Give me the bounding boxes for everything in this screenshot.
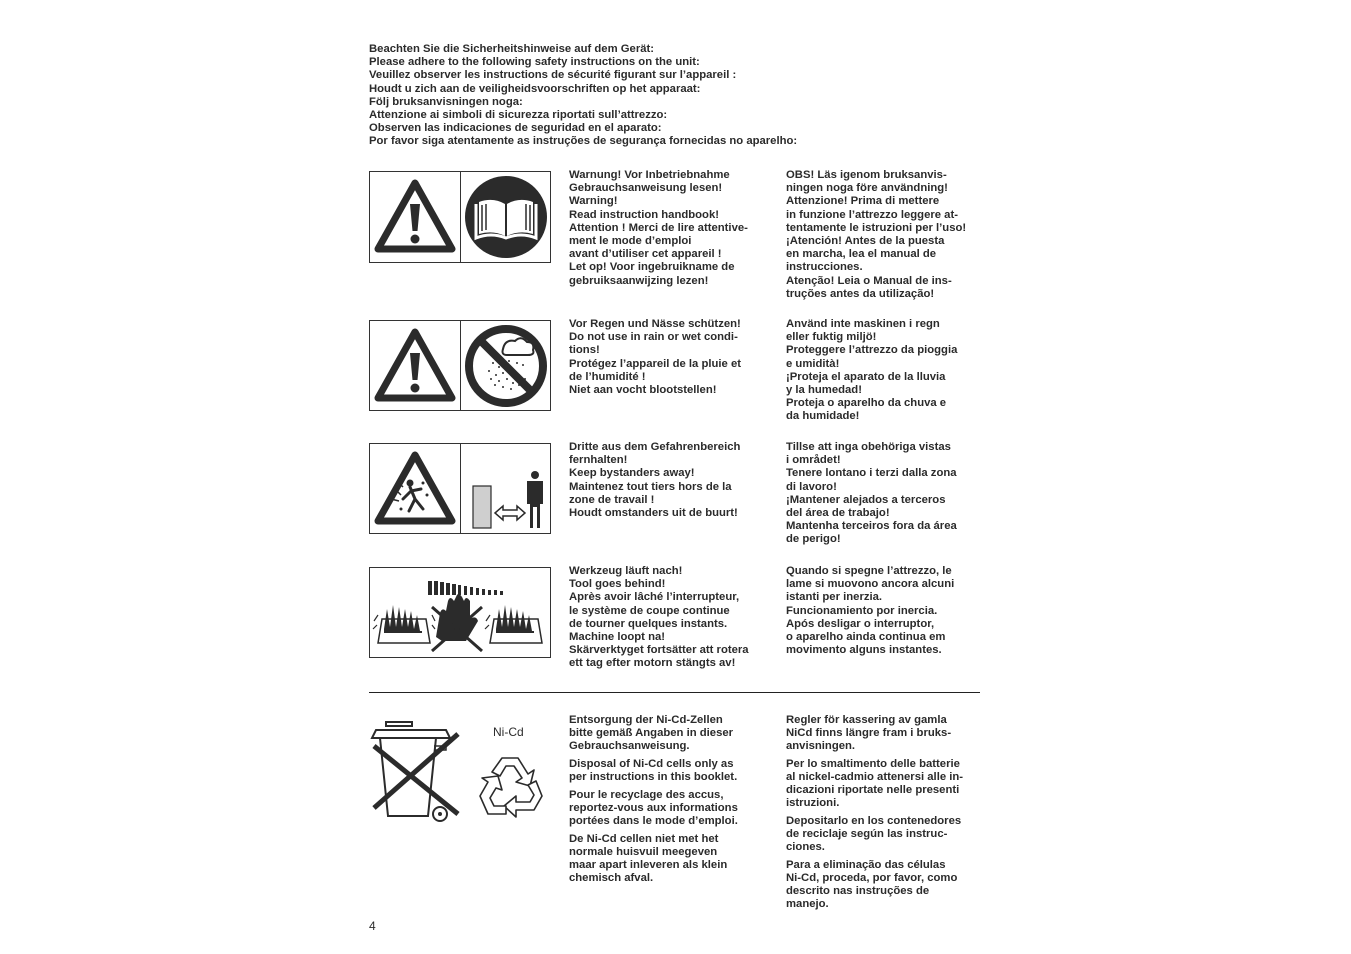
section-2-text-right xyxy=(786,318,1001,424)
text-line: Read instruction handbook! xyxy=(569,208,719,221)
text-line: gebruiksaanwijzing lezen! xyxy=(569,274,709,287)
thrown-objects-warning-icon xyxy=(370,444,460,533)
text-line: e umidità! xyxy=(786,357,840,370)
text-line: Keep bystanders away! xyxy=(569,467,695,480)
text-line: tentamente le istruzioni per l’uso! xyxy=(786,221,967,234)
text-line: di lavoro! xyxy=(786,480,837,493)
text-line: Niet aan vocht blootstellen! xyxy=(569,384,717,397)
text-line: Vor Regen und Nässe schützen! xyxy=(569,318,741,330)
text-line: tions! xyxy=(569,344,600,357)
text-line: da humidade! xyxy=(786,410,860,423)
disposal-paragraph: Regler för kassering av gamla NiCd finns längre fram i bruks- anvisningen. xyxy=(786,714,952,752)
section-4-text-right xyxy=(786,565,1001,657)
intro-line: Please adhere to the following safety instructions on the unit: xyxy=(369,56,700,69)
warning-triangle-icon xyxy=(370,321,460,410)
text-line: Après avoir lâché l’interrupteur, xyxy=(569,591,740,604)
text-line: le système de coupe continue xyxy=(569,604,730,617)
text-line: Funcionamiento por inercia. xyxy=(786,604,938,617)
text-line: lame si muovono ancora alcuni xyxy=(786,578,955,591)
no-rain-icon xyxy=(460,321,550,410)
disposal-paragraph: Para a eliminação das células Ni-Cd, proceda, por favor, como descrito nas instruções de manejo. xyxy=(786,859,958,910)
text-line: istanti per inerzia. xyxy=(786,591,883,604)
text-line: Let op! Voor ingebruikname de xyxy=(569,261,735,274)
text-line: zone de travail ! xyxy=(569,493,655,506)
intro-line: Por favor siga atentamente as instruções de segurança fornecidas no aparelho: xyxy=(369,135,798,148)
text-line: Do not use in rain or wet condi- xyxy=(569,331,738,344)
text-line: Attenzione! Prima di mettere xyxy=(786,195,940,208)
text-line: in funzione l’attrezzo leggere at- xyxy=(786,208,958,221)
recycle-icon xyxy=(472,750,548,824)
text-line: en marcha, lea el manual de xyxy=(786,248,937,261)
disposal-text-left xyxy=(569,714,784,890)
text-line: Werkzeug läuft nach! xyxy=(569,565,683,577)
text-line: Använd inte maskinen i regn xyxy=(786,318,940,330)
text-line: o aparelho ainda continua em xyxy=(786,631,946,644)
text-line: fernhalten! xyxy=(569,454,628,467)
disposal-paragraph: De Ni-Cd cellen niet met het normale huisvuil meegeven maar apart inleveren als klein chemisch afval. xyxy=(569,833,728,884)
intro-line: Observen las indicaciones de seguridad en el aparato: xyxy=(369,122,662,135)
disposal-paragraph: Per lo smaltimento delle batterie al nickel-cadmio attenersi alle in- dicazioni riportate nelle presenti istruzioni. xyxy=(786,758,964,809)
text-line: Dritte aus dem Gefahrenbereich xyxy=(569,441,741,453)
crossed-out-bin-icon xyxy=(366,716,470,828)
symbol-box-bystanders xyxy=(369,443,551,534)
section-3-text-right xyxy=(786,441,1001,547)
text-line: ningen noga före användning! xyxy=(786,182,948,195)
read-manual-book-icon xyxy=(460,172,550,262)
intro-line: Houdt u zich aan de veiligheidsvoorschriften op het apparaat: xyxy=(369,82,701,95)
text-line: Protégez l’appareil de la pluie et xyxy=(569,357,742,370)
text-line: instrucciones. xyxy=(786,261,863,274)
text-line: movimento alguns instantes. xyxy=(786,644,942,657)
section-divider xyxy=(369,692,980,693)
tool-runs-on-icon xyxy=(370,568,550,657)
text-line: de perigo! xyxy=(786,533,841,546)
section-1-text-left xyxy=(569,169,784,288)
symbol-box-tool-runs-on xyxy=(369,567,551,658)
text-line: ¡Mantener alejados a terceros xyxy=(786,493,946,506)
disposal-text-right xyxy=(786,714,1001,916)
text-line: Proteja o aparelho da chuva e xyxy=(786,397,947,410)
text-line: ment le mode d’emploi xyxy=(569,235,692,248)
text-line: Proteggere l’attrezzo da pioggia xyxy=(786,344,958,357)
warning-triangle-icon xyxy=(370,172,460,262)
section-3-text-left xyxy=(569,441,784,520)
text-line: Após desligar o interruptor, xyxy=(786,617,935,630)
intro-line: Veuillez observer les instructions de sécurité figurant sur l’appareil : xyxy=(369,69,737,82)
text-line: Gebrauchsanweisung lesen! xyxy=(569,182,723,195)
section-4-text-left xyxy=(569,565,784,671)
text-line: Warning! xyxy=(569,195,618,208)
text-line: OBS! Läs igenom bruksanvis- xyxy=(786,169,947,181)
keep-bystanders-away-icon xyxy=(460,444,550,533)
disposal-paragraph: Entsorgung der Ni-Cd-Zellen bitte gemäß Angaben in dieser Gebrauchsanweisung. xyxy=(569,714,734,752)
symbol-box-read-manual xyxy=(369,171,551,263)
section-1-text-right xyxy=(786,169,1001,301)
disposal-paragraph: Pour le recyclage des accus, reportez-vous aux informations portées dans le mode d’emploi. xyxy=(569,789,738,827)
text-line: ¡Atención! Antes de la puesta xyxy=(786,235,945,248)
nicd-label: Ni-Cd xyxy=(493,725,524,739)
text-line: eller fuktig miljö! xyxy=(786,331,877,344)
text-line: Attention ! Merci de lire attentive- xyxy=(569,221,748,234)
text-line: Houdt omstanders uit de buurt! xyxy=(569,507,738,520)
text-line: y la humedad! xyxy=(786,384,862,397)
intro-instructions xyxy=(369,43,969,149)
text-line: Tillse att inga obehöriga vistas xyxy=(786,441,951,453)
text-line: truções antes da utilização! xyxy=(786,287,935,300)
disposal-paragraph: Disposal of Ni-Cd cells only as per instructions in this booklet. xyxy=(569,758,738,783)
intro-line: Följ bruksanvisningen noga: xyxy=(369,95,523,108)
text-line: Maintenez tout tiers hors de la xyxy=(569,480,732,493)
text-line: Warnung! Vor Inbetriebnahme xyxy=(569,169,730,181)
text-line: Machine loopt na! xyxy=(569,631,666,644)
text-line: Tenere lontano i terzi dalla zona xyxy=(786,467,957,480)
intro-line: Beachten Sie die Sicherheitshinweise auf dem Gerät: xyxy=(369,43,655,55)
text-line: Atenção! Leia o Manual de ins- xyxy=(786,274,952,287)
symbol-box-no-rain xyxy=(369,320,551,411)
disposal-paragraph: Depositarlo en los contenedores de reciclaje según las instruc- ciones. xyxy=(786,815,962,853)
text-line: de l’humidité ! xyxy=(569,370,646,383)
text-line: Tool goes behind! xyxy=(569,578,666,591)
section-2-text-left xyxy=(569,318,784,397)
text-line: Mantenha terceiros fora da área xyxy=(786,520,957,533)
text-line: avant d’utiliser cet appareil ! xyxy=(569,248,722,261)
text-line: Skärverktyget fortsätter att rotera xyxy=(569,644,749,657)
text-line: ett tag efter motorn stängts av! xyxy=(569,657,736,670)
intro-line: Attenzione ai simboli di sicurezza riportati sull’attrezzo: xyxy=(369,109,668,122)
text-line: del área de trabajo! xyxy=(786,507,890,520)
text-line: ¡Proteja el aparato de la lluvia xyxy=(786,370,946,383)
text-line: Quando si spegne l’attrezzo, le xyxy=(786,565,952,577)
text-line: de tourner quelques instants. xyxy=(569,617,728,630)
page-number: 4 xyxy=(369,919,376,933)
text-line: i området! xyxy=(786,454,841,467)
